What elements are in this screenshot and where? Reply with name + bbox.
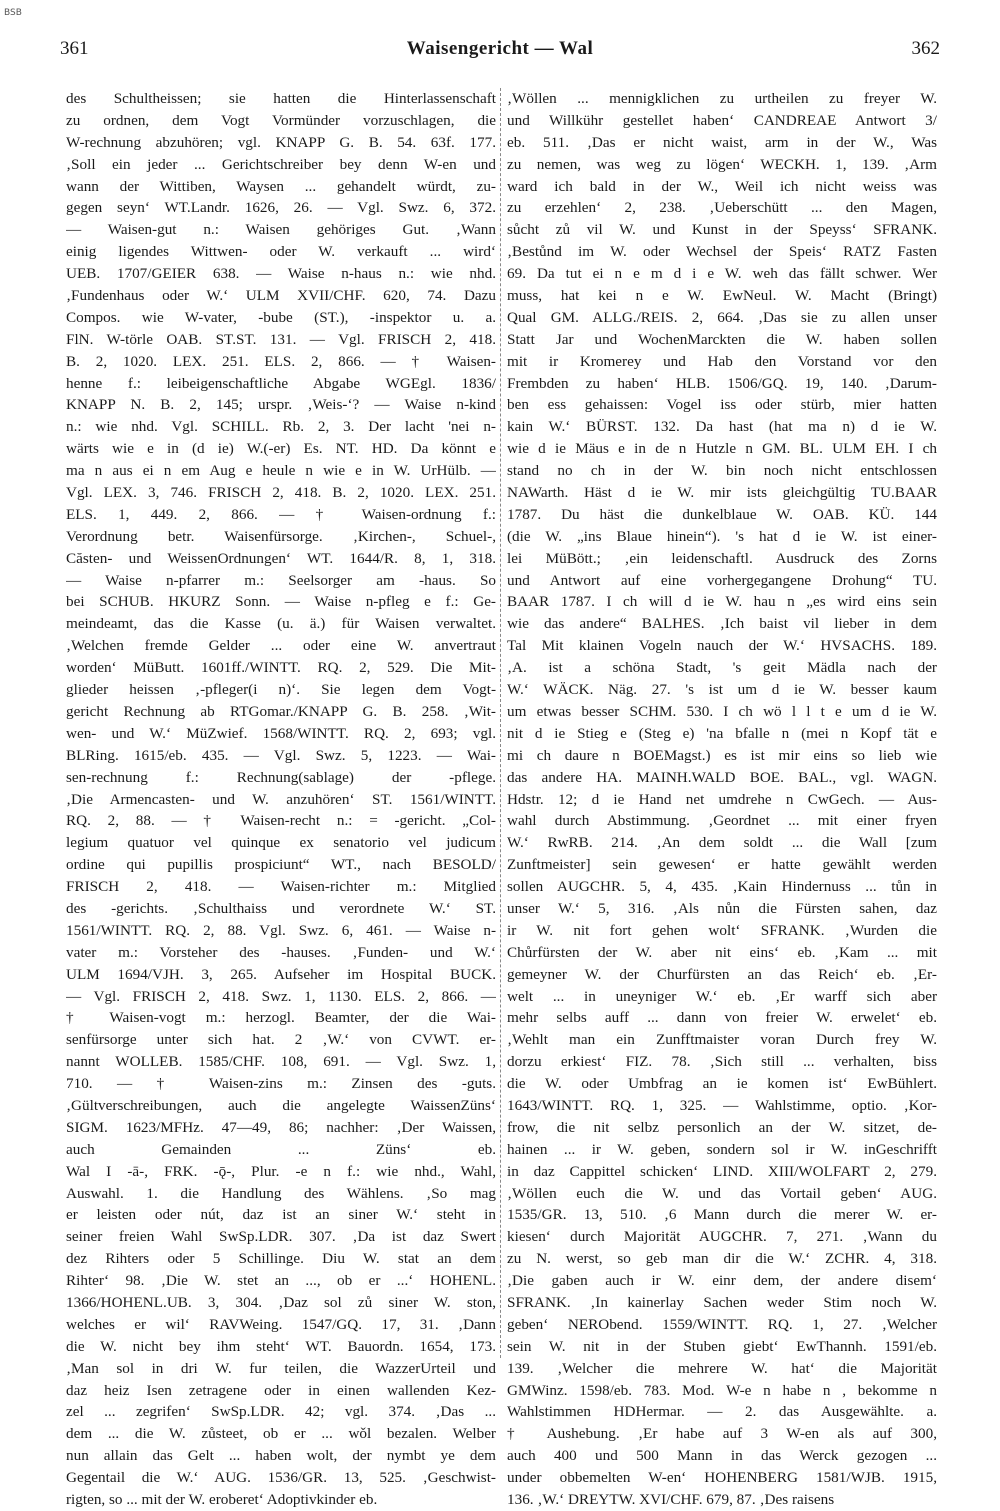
text-line: glieder heissen ‚-pfleger(i n)‘. Sie legen dem Vogt- (66, 681, 496, 699)
text-line: ‚Bestůnd im W. oder Wechsel der Speis‘ RATZ Fasten (507, 243, 937, 261)
text-line: sein W. nit in der Stuben giebt‘ EwThannh. 1591/eb. (507, 1337, 937, 1355)
text-line: KNAPP N. B. 2, 145; urspr. ‚Weis-‘? — Waise n-kind (66, 396, 496, 414)
text-line: wie das andere“ BALHES. ‚Ich baist vil lieber in dem (507, 615, 937, 633)
text-line: kain W.‘ BÜRST. 132. Da hast (hat ma n) d ie W. (507, 418, 937, 436)
text-line: wann der Wittiben, Waysen ... gehandelt würdt, zu- (66, 177, 496, 195)
text-line: dez Rihters oder 5 Schillinge. Diu W. stat an dem (66, 1250, 496, 1268)
text-line: ULM 1694/VJH. 3, 265. Aufseher im Hospital BUCK. (66, 965, 496, 983)
text-line: muss, hat kei n e W. EwNeul. W. Macht (Bringt) (507, 287, 937, 305)
text-line: BLRing. 1615/eb. 435. — Vgl. Swz. 5, 1223. — Wai- (66, 746, 496, 764)
text-line: — Vgl. FRISCH 2, 418. Swz. 1, 1130. ELS. 2, 866. — (66, 987, 496, 1005)
page-number-left: 361 (60, 38, 89, 59)
text-line: senfürsorge unter sich hat. 2 ‚W.‘ von CVWT. er- (66, 1031, 496, 1049)
text-line: Wal I -ā-, FRK. -ǭ-, Plur. -e n f.: wie nhd., Wahl, (66, 1162, 496, 1180)
text-line: hainen ... ir W. geben, sondern sol ir W. inGeschrifft (507, 1140, 937, 1158)
text-line: daz heiz Isen zetragene oder in einen wallenden Kez- (66, 1381, 496, 1399)
text-line: BAAR 1787. I ch will d ie W. hau n „es wird eins sein (507, 593, 937, 611)
text-line: 136. ‚W.‘ DREYTW. XVI/CHF. 679, 87. ‚Des raisens (507, 1491, 835, 1508)
text-line: nannt WOLLEB. 1585/CHF. 108, 691. — Vgl. Swz. 1, (66, 1053, 496, 1071)
text-line: unser W.‘ 5, 316. ‚Als nůn die Fürsten sahen, daz (507, 899, 937, 917)
text-line: Zunftmeister] sein gewesen‘ er hatte gewählt werden (507, 856, 937, 874)
text-line: zu ordnen, dem Vogt Vormünder vorzuschlagen, die (66, 111, 496, 129)
text-line: lei MüBött.; ‚ein leidenschaftl. Ausdruck des Zorns (507, 549, 937, 567)
text-line: Wahlstimmen HDHermar. — 2. das Ausgewählte. a. (507, 1403, 937, 1421)
text-line: dem ... die W. zůsteet, ob er ... wǒl bezalen. Welber (66, 1425, 496, 1443)
text-line: wie d ie Mäus e in de n Hutzle n GM. BL. ULM EH. I ch (507, 440, 937, 458)
text-line: einig ligendes Wittwen- oder W. verkauft ... wird‘ (66, 243, 496, 261)
text-line: UEB. 1707/GEIER 638. — Waise n-haus n.: wie nhd. (66, 265, 496, 283)
library-stamp: BSB (4, 8, 22, 18)
text-line: † Waisen-vogt m.: herzogl. Beamter, der die Wai- (66, 1009, 496, 1027)
text-line: dorzu erkiest‘ FIZ. 78. ‚Sich still ... verhalten, biss (507, 1053, 937, 1071)
text-line: und Antwort auf eine vorhergegangene Drohung“ TU. (507, 571, 937, 589)
text-line: FlN. W-törle OAB. ST.ST. 131. — Vgl. FRISCH 2, 418. (66, 330, 496, 348)
page-number-right: 362 (911, 38, 940, 59)
text-line: eb. 511. ‚Das er nicht waist, arm in der W., Was (507, 133, 937, 151)
text-line: — Waisen-gut n.: Waisen gehöriges Gut. ‚Wann (66, 221, 496, 239)
text-line: 139. ‚Welcher die mehrere W. hat‘ die Majorität (507, 1359, 937, 1377)
text-line: sen-rechnung f.: Rechnung(sablage) der -pflege. (66, 768, 496, 786)
text-line: um etwas besser SCHM. 530. I ch wö l l t e um d ie W. (507, 702, 937, 720)
text-line: wen- und W.‘ MüZwief. 1568/WINTT. RQ. 2, 693; vgl. (66, 724, 496, 742)
text-line: Vgl. LEX. 3, 746. FRISCH 2, 418. B. 2, 1020. LEX. 251. (66, 484, 496, 502)
text-line: (die W. „ins Blaue hinein“). 's hat d ie W. ist einer- (507, 527, 937, 545)
text-line: 1787. Du häst die dunkelblaue W. OAB. KÜ. 144 (507, 505, 937, 523)
text-line: welches er wil‘ RAVWeing. 1547/GQ. 17, 31. ‚Dann (66, 1315, 496, 1333)
text-line: ‚Soll ein jeder ... Gerichtschreiber bey denn W-en und (66, 155, 496, 173)
text-line: und Willkühr gestellet haben‘ CANDREAE Antwort 3/ (507, 111, 937, 129)
text-line: nit d ie Stieg e (Steg e) 'na bfalle n (mei n Kopf tät e (507, 724, 937, 742)
text-line: — Waise n-pfarrer m.: Seelsorger am -haus. So (66, 571, 496, 589)
text-line: GMWinz. 1598/eb. 783. Mod. W-e n habe n , bekomme n (507, 1381, 937, 1399)
text-line: zel ... zegrifen‘ SwSp.LDR. 42; vgl. 374. ‚Das ... (66, 1403, 496, 1421)
column-divider (500, 88, 502, 1358)
text-line: ‚Die gaben auch ir W. einr dem, der andere disem‘ (507, 1272, 937, 1290)
text-line: W-rechnung abzuhören; vgl. KNAPP G. B. 54. 63f. 177. (66, 133, 496, 151)
text-line: worden‘ MüButt. 1601ff./WINTT. RQ. 2, 529. Die Mit- (66, 659, 496, 677)
text-line: SIGM. 1623/MFHz. 47—49, 86; nachher: ‚Der Waissen, (66, 1118, 496, 1136)
text-line: gegen seyn‘ WT.Landr. 1626, 26. — Vgl. Swz. 6, 372. (66, 199, 496, 217)
text-line: † Aushebung. ‚Er habe auf 3 W-en als auf 300, (507, 1425, 937, 1443)
text-line: die W. oder Umbfrag an ie komen ist‘ EwBühlert. (507, 1075, 937, 1093)
text-line: n.: wie nhd. Vgl. SCHILL. Rb. 2, 3. Der lacht 'nei n- (66, 418, 496, 436)
text-line: 69. Da tut ei n e m d i e W. weh das fällt schwer. Wer (507, 265, 937, 283)
text-line: B. 2, 1020. LEX. 251. ELS. 2, 866. — † Waisen- (66, 352, 496, 370)
text-line: ordine qui pupillis prospiciunt“ WT., nach BESOLD/ (66, 856, 496, 874)
text-line: ‚Gültverschreibungen, auch die angelegte WaissenZüns‘ (66, 1096, 496, 1114)
text-line: in daz Cappittel schicken‘ LIND. XIII/WOLFART 2, 279. (507, 1162, 937, 1180)
text-line: seiner freien Wahl SwSp.LDR. 307. ‚Da ist daz Swert (66, 1228, 496, 1246)
text-line: Verordnung betr. Waisenfürsorge. ‚Kirchen-, Schuel-, (66, 527, 496, 545)
text-line: ma n aus ei n em Aug e heule n wie e in W. UrHülb. — (66, 462, 496, 480)
text-line: sollen AUGCHR. 5, 4, 435. ‚Kain Hindernuss ... tůn in (507, 878, 937, 896)
text-line: er leisten oder nút, daz ist an siner W.‘ steht in (66, 1206, 496, 1224)
text-line: frow, die nit selbz personlich an der W. sitzet, de- (507, 1118, 937, 1136)
text-line: ‚Welchen fremde Gelder ... oder eine W. anvertraut (66, 637, 496, 655)
text-line: Qual GM. ALLG./REIS. 2, 664. ‚Das sie zu allen unser (507, 308, 937, 326)
text-line: ward ich bald in der W., Weil ich nicht weiss was (507, 177, 937, 195)
text-line: ‚Wehlt man ein Zunfftmaister voran Durch frey W. (507, 1031, 937, 1049)
text-line: under obbemelten W-en‘ HOHENBERG 1581/WJB. 1915, (507, 1469, 937, 1487)
text-line: rigten, so ... mit der W. eroberet‘ Adoptivkinder eb. (66, 1491, 378, 1508)
text-line: legium quatuor vel quinque ex senatorio vel judicum (66, 834, 496, 852)
text-line: Hdstr. 12; d ie Hand net umdrehe n CwGech. — Aus- (507, 790, 937, 808)
text-line: vater m.: Vorsteher des -hauses. ‚Funden- und W.‘ (66, 943, 496, 961)
text-line: auch 400 und 500 Mann in das Werck gezogen ... (507, 1447, 937, 1465)
text-line: 1366/HOHENL.UB. 3, 304. ‚Daz sol zů siner W. ston, (66, 1293, 496, 1311)
text-line: geben‘ NERObend. 1559/WINTT. RQ. 1, 27. ‚Welcher (507, 1315, 937, 1333)
text-line: FRISCH 2, 418. — Waisen-richter m.: Mitglied (66, 878, 496, 896)
text-line: NAWarth. Häst d ie W. mir ists gleichgültig TU.BAAR (507, 484, 937, 502)
text-line: sůcht zů vil W. und Kunst in der Speyss‘ SFRANK. (507, 221, 937, 239)
text-line: SFRANK. ‚In kainerlay Sachen weder Stim noch W. (507, 1293, 937, 1311)
left-column (66, 88, 496, 1511)
text-line: auch Gemainden ... Züns‘ eb. (66, 1140, 496, 1158)
text-line: gemeyner W. der Churfürsten an das Reich‘ eb. ‚Er- (507, 965, 937, 983)
text-line: wahl durch Abstimmung. ‚Geordnet ... mit einer fryen (507, 812, 937, 830)
text-line: wärts wie e in (d ie) W.(-er) Es. NT. HD. Da könnt e (66, 440, 496, 458)
text-line: Chůrfürsten der W. aber nit eins‘ eb. ‚Kam ... mit (507, 943, 937, 961)
text-line: ‚Wöllen euch die W. und das Vortail geben‘ AUG. (507, 1184, 937, 1202)
text-line: Compos. wie W-vater, -bube (ST.), -inspektor u. a. (66, 308, 496, 326)
text-line: RQ. 2, 88. — † Waisen-recht n.: = -gericht. „Col- (66, 812, 496, 830)
text-line: Auswahl. 1. die Handlung des Wählens. ‚So mag (66, 1184, 496, 1202)
running-title: Waisengericht — Wal (406, 38, 594, 59)
text-line: zu nemen, was weg zu lögen‘ WECKH. 1, 139. ‚Arm (507, 155, 937, 173)
text-line: ben ess gehaissen: Vogel iss oder stürb, mier hatten (507, 396, 937, 414)
text-line: Gegentail die W.‘ AUG. 1536/GR. 13, 525. ‚Geschwist- (66, 1469, 496, 1487)
text-line: mi ch daure n BOEMagst.) es ist mir eins so lieb wie (507, 746, 937, 764)
text-line: bei SCHUB. HKURZ Sonn. — Waise n-pfleg e f.: Ge- (66, 593, 496, 611)
text-line: zu N. werst, so geb man dir die W.‘ ZCHR. 4, 318. (507, 1250, 937, 1268)
text-line: stand no ch in der W. bin noch nicht entschlossen (507, 462, 937, 480)
text-line: henne f.: leibeigenschaftliche Abgabe WGEgl. 1836/ (66, 374, 496, 392)
text-line: Statt Jar und WochenMarckten die W. haben sollen (507, 330, 937, 348)
text-line: ‚A. ist a schöna Stadt, 's geit Mädla nach der (507, 659, 937, 677)
text-line: Tal Mit klainen Vogeln nauch der W.‘ HVSACHS. 189. (507, 637, 937, 655)
text-line: 710. — † Waisen-zins m.: Zinsen des -guts. (66, 1075, 496, 1093)
text-line: welt ... in uneyniger W.‘ eb. ‚Er warff sich aber (507, 987, 937, 1005)
text-line: zu erzehlen‘ 2, 238. ‚Ueberschütt ... den Magen, (507, 199, 937, 217)
text-line: die W. nicht bey ihm steht‘ WT. Bauordn. 1654, 173. (66, 1337, 496, 1355)
text-line: ‚Wöllen ... mennigklichen zu urtheilen zu freyer W. (507, 90, 937, 107)
text-line: ir W. nit fort gehen wolt‘ SFRANK. ‚Wurden die (507, 921, 937, 939)
text-line: gericht Rechnung ab RTGomar./KNAPP G. B. 258. ‚Wit- (66, 702, 496, 720)
text-line: ELS. 1, 449. 2, 866. — † Waisen-ordnung f.: (66, 505, 496, 523)
page-header (60, 38, 940, 68)
text-line: kiesen‘ durch Majorität AUGCHR. 7, 271. ‚Wann du (507, 1228, 937, 1246)
text-line: meindeamt, das die Kasse (u. ä.) für Waisen verwaltet. (66, 615, 496, 633)
text-line: 1561/WINTT. RQ. 2, 88. Vgl. Swz. 6, 461. — Waise n- (66, 921, 496, 939)
text-line: W.‘ RwRB. 214. ‚An dem soldt ... die Wall [zum (507, 834, 937, 852)
text-line: mehr selbs auff ... dann von freier W. erwelet‘ eb. (507, 1009, 937, 1027)
text-line: des -gerichts. ‚Schulthaiss und verordnete W.‘ ST. (66, 899, 496, 917)
text-line: ‚Fundenhaus oder W.‘ ULM XVII/CHF. 620, 74. Dazu (66, 287, 496, 305)
text-line: ‚Die Armencasten- und W. anzuhören‘ ST. 1561/WINTT. (66, 790, 496, 808)
text-line: Căsten- und WeissenOrdnungen‘ WT. 1644/R. 8, 1, 318. (66, 549, 496, 567)
text-line: W.‘ WÄCK. Näg. 27. 's ist um d ie W. besser kaum (507, 681, 937, 699)
text-line: 1643/WINTT. RQ. 1, 325. — Wahlstimme, optio. ‚Kor- (507, 1096, 937, 1114)
right-column (507, 88, 937, 1511)
text-line: das andere HA. MAINH.WALD BOE. BAL., vgl. WAGN. (507, 768, 937, 786)
text-line: des Schultheissen; sie hatten die Hinterlassenschaft (66, 90, 496, 107)
text-line: Frembden zu haben‘ HLB. 1506/GQ. 19, 140. ‚Darum- (507, 374, 937, 392)
text-line: nun allain das Gelt ... haben wolt, der nymbt ye dem (66, 1447, 496, 1465)
text-line: mit ir Kromerey und Hab den Vorstand vor den (507, 352, 937, 370)
text-line: 1535/GR. 13, 510. ‚6 Mann durch die merer W. er- (507, 1206, 937, 1224)
text-line: ‚Man sol in dri W. fur teilen, die WazzerUrteil und (66, 1359, 496, 1377)
text-line: Rihter‘ 98. ‚Die W. stet an ..., ob er ...‘ HOHENL. (66, 1272, 496, 1290)
